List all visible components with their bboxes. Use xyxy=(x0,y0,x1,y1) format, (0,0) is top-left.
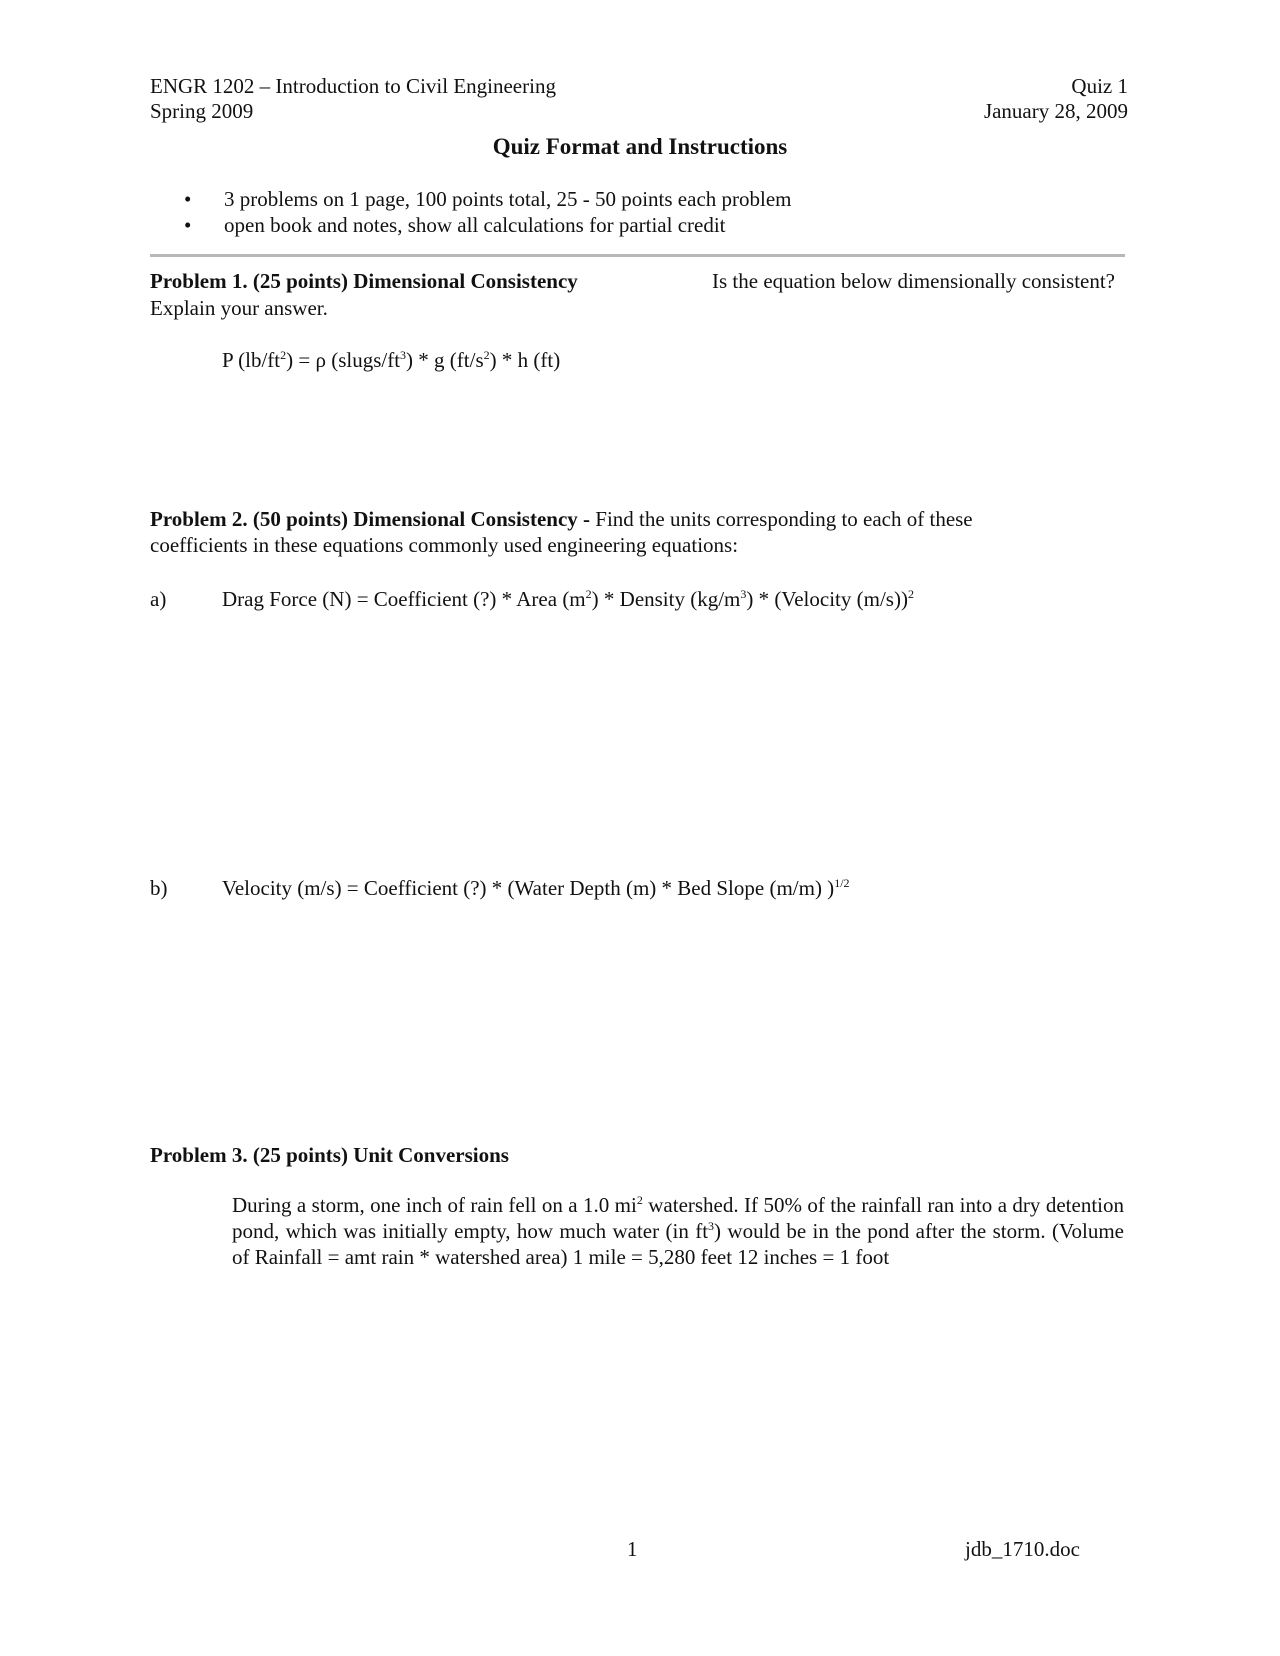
instruction-list xyxy=(184,186,792,238)
page-number: 1 xyxy=(627,1537,638,1561)
header-right xyxy=(984,74,1128,124)
term: Spring 2009 xyxy=(150,99,254,123)
problem1-heading: Problem 1. (25 points) Dimensional Consistency xyxy=(150,269,578,293)
problem2-intro: Find the units corresponding to each of these xyxy=(590,507,973,531)
list-item xyxy=(184,212,792,238)
bullet-icon: • xyxy=(184,213,192,237)
page-title: Quiz Format and Instructions xyxy=(492,134,788,159)
problem1-question: Is the equation below dimensionally consistent? xyxy=(712,269,1115,293)
list-item xyxy=(184,186,792,212)
problem2b-equation: Velocity (m/s) = Coefficient (?) * (Water Depth (m) * Bed Slope (m/m) )$^{1/2}$ xyxy=(222,876,850,900)
bullet-icon: • xyxy=(184,187,192,211)
section-divider xyxy=(150,254,1125,257)
problem2-heading: Problem 2. (50 points) Dimensional Consistency - xyxy=(150,507,591,531)
problem1-question-cont: Explain your answer. xyxy=(150,296,328,320)
instruction-text: open book and notes, show all calculations for partial credit xyxy=(224,213,726,237)
problem2a-label: a) xyxy=(150,587,167,611)
problem2-heading-line xyxy=(150,507,973,532)
problem1-equation: P $(lb/ft^2) = \rho$ $(slugs/ft^3)$ * g $(ft/s^2)$ * h (ft) xyxy=(222,348,561,372)
instruction-text: 3 problems on 1 page, 100 points total, 25 - 50 points each problem xyxy=(224,187,792,211)
header-left xyxy=(150,74,556,124)
problem2a-equation: Drag Force (N) = Coefficient (?) * Area $(m^2)$ * Density $(kg/m^3)$ * (Velocity (m/s))$^2$ xyxy=(222,587,914,611)
problem3-heading: Problem 3. (25 points) Unit Conversions xyxy=(150,1143,509,1167)
document-filename: jdb_1710.doc xyxy=(965,1537,1080,1561)
course-title: ENGR 1202 – Introduction to Civil Engineering xyxy=(150,74,556,98)
problem2-intro-cont: coefficients in these equations commonly used engineering equations: xyxy=(150,533,739,557)
quiz-number: Quiz 1 xyxy=(1071,74,1128,98)
quiz-date: January 28, 2009 xyxy=(983,99,1128,123)
problem2b-label: b) xyxy=(150,876,168,900)
problem3-body: During a storm, one inch of rain fell on a 1.0 $mi^2$ watershed. If 50% of the rainfall ran into a dry detention pond, which was initially empty, how much water (in $ft^3$) would be in the pond after the storm. (Volume of Rainfall = amt rain * watershed area) 1 mile = 5,280 feet 12 inches = 1 foot xyxy=(232,1193,1124,1269)
